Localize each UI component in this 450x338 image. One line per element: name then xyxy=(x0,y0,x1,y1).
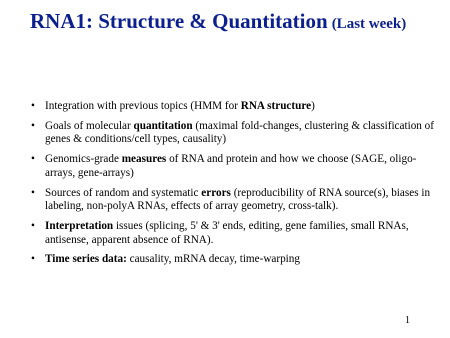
bullet-item: • Genomics-grade measures of RNA and protein and how we choose (SAGE, oligo-arrays, gene-arrays) xyxy=(31,153,436,180)
bullet-item: • Interpretation issues (splicing, 5' & 3' ends, editing, gene families, small RNAs, antisense, apparent absence of RNA). xyxy=(31,220,436,247)
bullet-list xyxy=(31,100,436,273)
title-subtitle: (Last week) xyxy=(331,16,407,32)
slide-title xyxy=(30,9,440,34)
bullet-item: • Integration with previous topics (HMM for RNA structure) xyxy=(31,100,436,114)
title-main: RNA1: Structure & Quantitation xyxy=(30,9,328,33)
page-number: 1 xyxy=(405,315,410,326)
bullet-item: • Goals of molecular quantitation (maximal fold-changes, clustering & classification of genes & conditions/cell types, causality) xyxy=(31,120,436,147)
bullet-item: • Sources of random and systematic errors (reproducibility of RNA source(s), biases in labeling, non-polyA RNAs, effects of array geometry, cross-talk). xyxy=(31,187,436,214)
bullet-item: • Time series data: causality, mRNA decay, time-warping xyxy=(31,253,436,267)
